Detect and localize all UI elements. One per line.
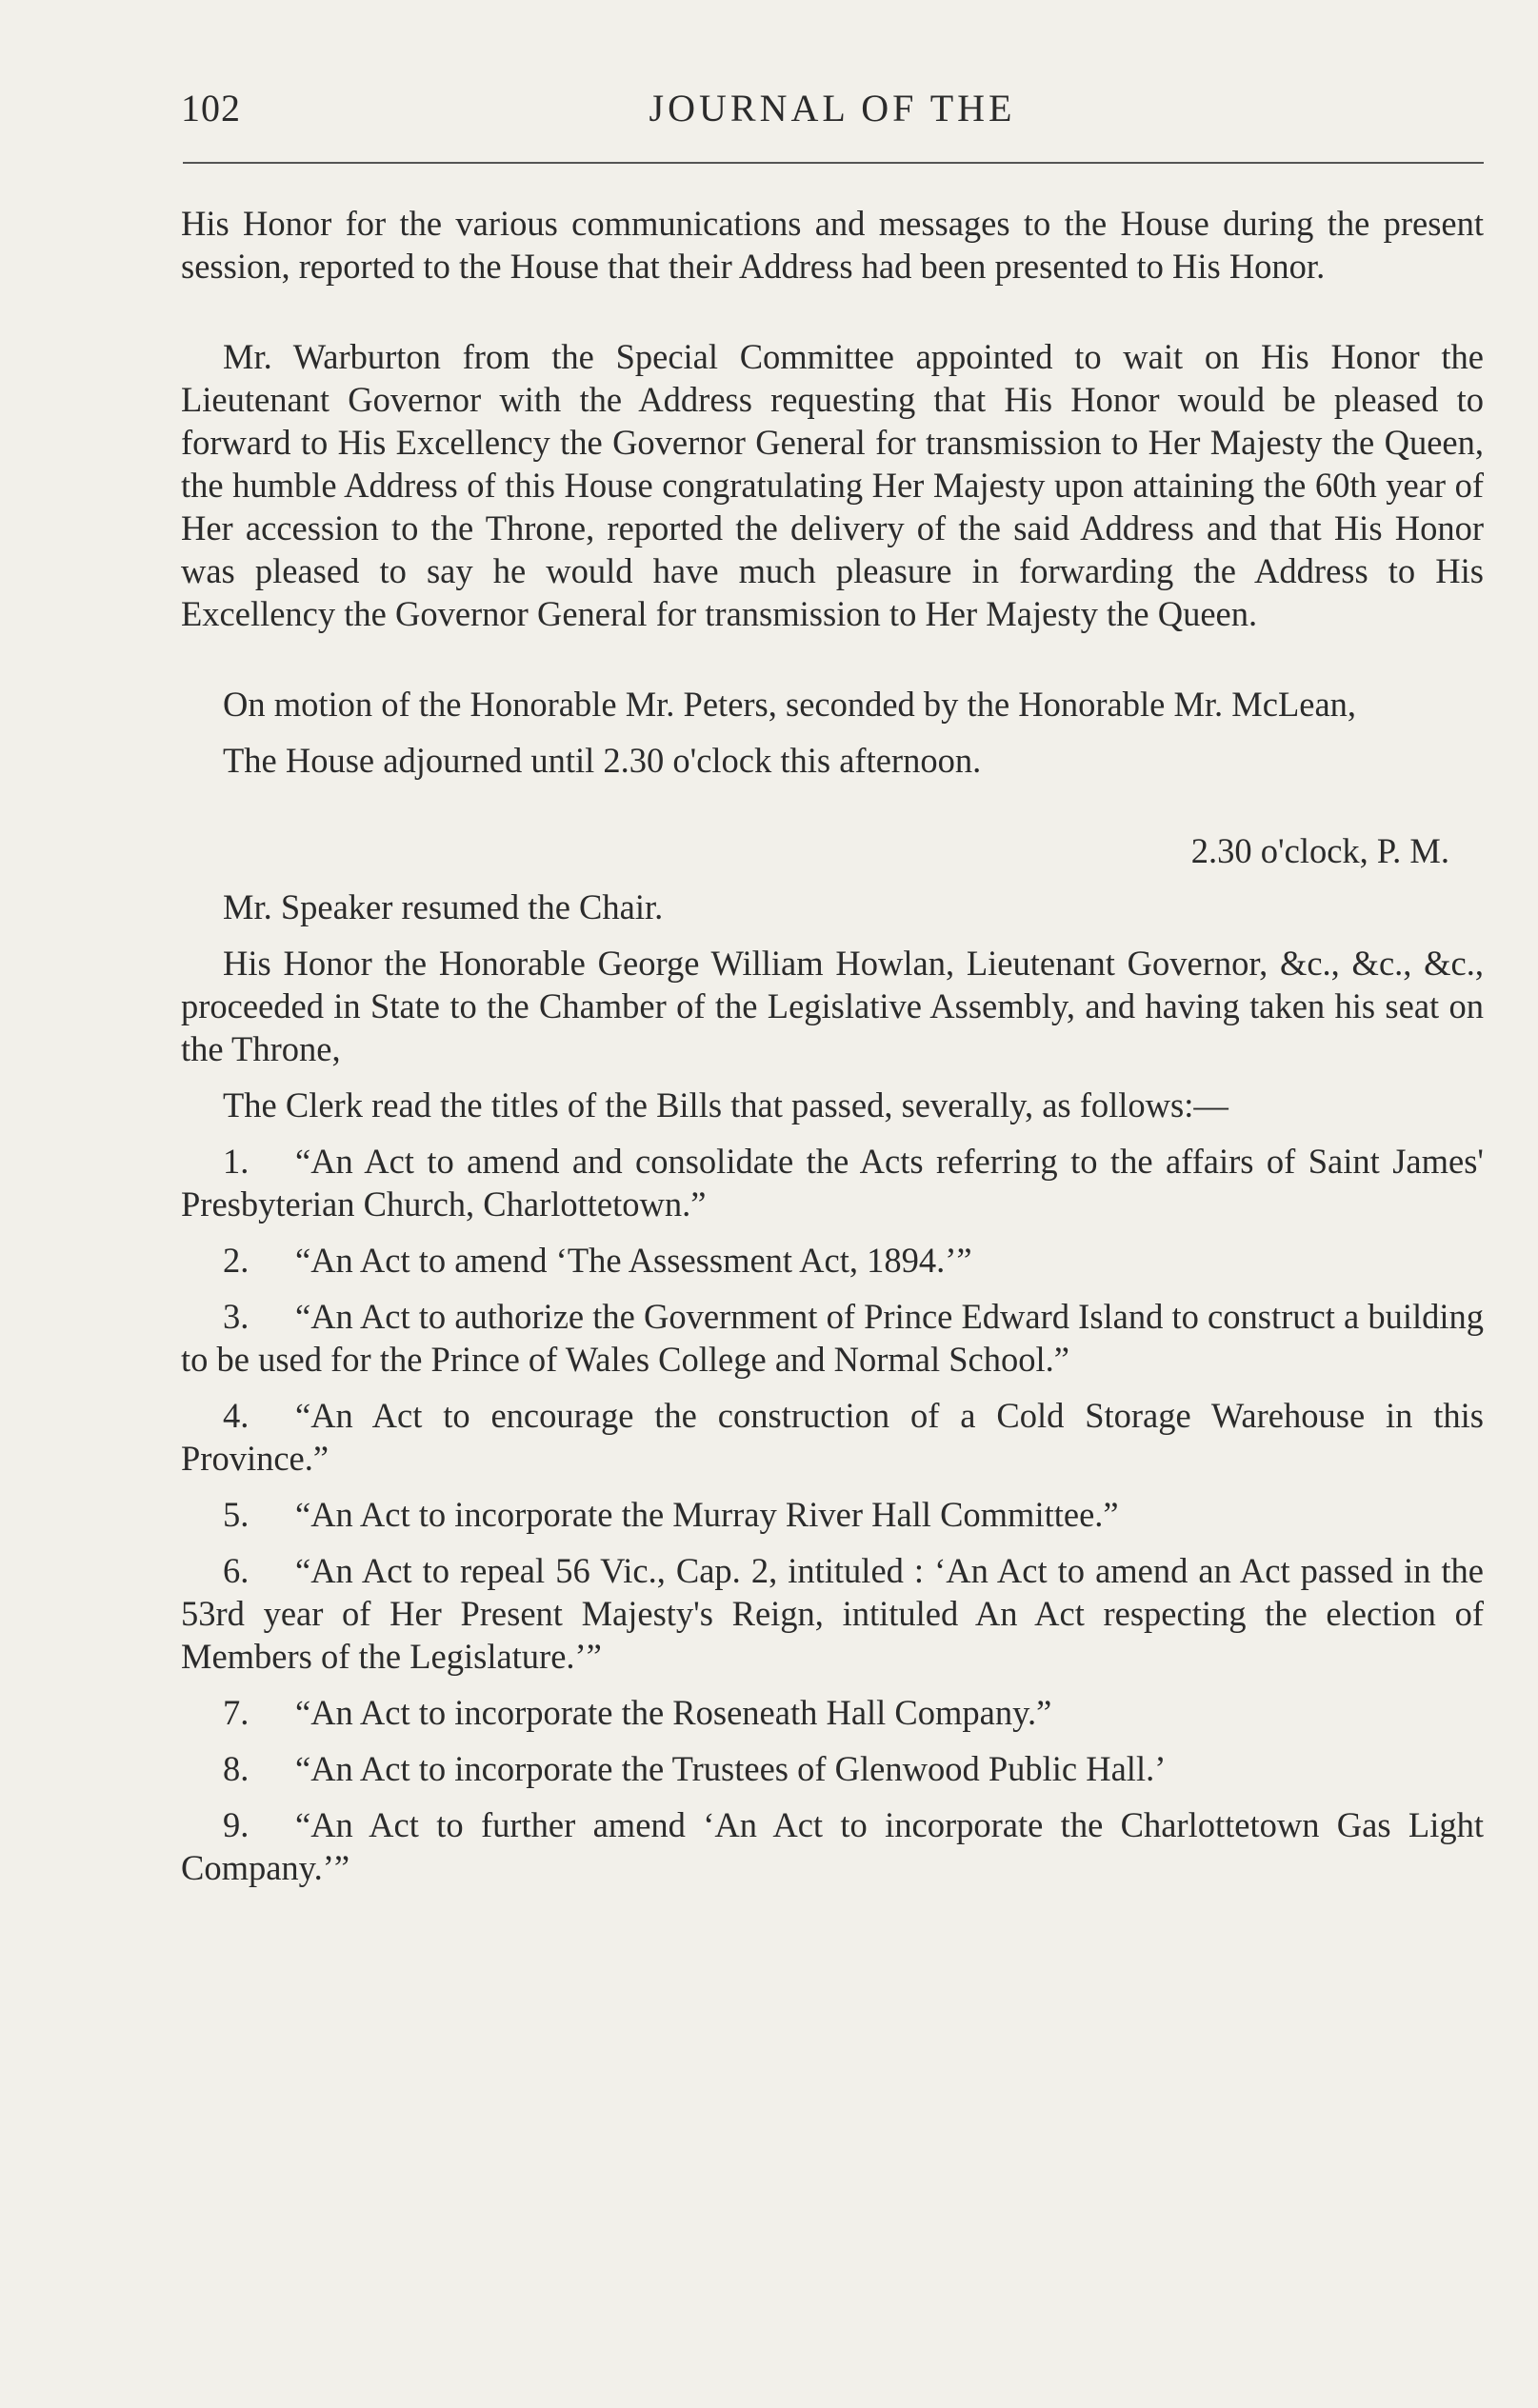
paragraph-speaker-resumed: Mr. Speaker resumed the Chair. (223, 887, 664, 926)
bill-number: 4. (223, 1396, 250, 1435)
list-item (181, 1691, 1484, 1734)
bill-title: “An Act to incorporate the Trustees of Glenwood Public Hall.’ (295, 1749, 1167, 1788)
paragraph-warburton-report: Mr. Warburton from the Special Committee appointed to wait on His Honor the Lieutenant Governor with the Address requesting that His Honor would be pleased to forward to His Excellency the Governor General for transmission to Her Majesty the Queen, the humble Address of this House congratulating Her Majesty upon attaining the 60th year of Her accession to the Throne, reported the delivery of the said Address and that His Honor was pleased to say he would have much pleasure in forwarding the Address to His Excellency the Governor General for transmission to Her Majesty the Queen. (181, 337, 1484, 633)
bill-title: “An Act to incorporate the Roseneath Hall Company.” (295, 1693, 1052, 1732)
list-item (181, 1493, 1484, 1536)
bill-number: 1. (223, 1142, 250, 1181)
bill-number: 3. (223, 1297, 250, 1336)
bill-title: “An Act to encourage the construction of a Cold Storage Warehouse in this Province.” (181, 1396, 1484, 1478)
paragraph-lieutenant-governor: His Honor the Honorable George William Howlan, Lieutenant Governor, &c., &c., &c., proceeded in State to the Chamber of the Legislative Assembly, and having taken his seat on the Throne, (181, 944, 1484, 1068)
bill-title: “An Act to amend and consolidate the Acts referring to the affairs of Saint James' Presbyterian Church, Charlottetown.” (181, 1142, 1484, 1224)
list-item (181, 1140, 1484, 1225)
bill-title: “An Act to repeal 56 Vic., Cap. 2, intituled : ‘An Act to amend an Act passed in the 53rd year of Her Present Majesty's Reign, intituled An Act respecting the election of Members of the Legislature.’” (181, 1551, 1484, 1676)
sitting-time: 2.30 o'clock, P. M. (1190, 831, 1449, 870)
list-item (181, 1394, 1484, 1480)
paragraph-continuation: His Honor for the various communications and messages to the House during the present session, reported to the House that their Address had been presented to His Honor. (181, 204, 1484, 286)
journal-body (181, 202, 1484, 1889)
running-title: JOURNAL OF THE (649, 87, 1016, 129)
bill-number: 7. (223, 1693, 250, 1732)
header-rule (183, 162, 1484, 164)
bill-title: “An Act to incorporate the Murray River Hall Committee.” (295, 1495, 1119, 1534)
bills-list (181, 1126, 1484, 1889)
bill-number: 9. (223, 1805, 250, 1844)
bill-number: 5. (223, 1495, 250, 1534)
page-number: 102 (181, 87, 241, 129)
paragraph-motion: On motion of the Honorable Mr. Peters, seconded by the Honorable Mr. McLean, (223, 685, 1357, 724)
paragraph-clerk-read: The Clerk read the titles of the Bills that passed, severally, as follows:— (223, 1085, 1228, 1124)
list-item (181, 1549, 1484, 1678)
bill-number: 8. (223, 1749, 250, 1788)
bill-title: “An Act to authorize the Government of Prince Edward Island to construct a building to be used for the Prince of Wales College and Normal School.” (181, 1297, 1484, 1379)
paragraph-adjournment: The House adjourned until 2.30 o'clock this afternoon. (223, 741, 982, 780)
list-item (181, 1747, 1484, 1790)
bill-number: 6. (223, 1551, 250, 1590)
bill-title: “An Act to amend ‘The Assessment Act, 1894.’” (295, 1241, 972, 1280)
list-item (181, 1239, 1484, 1282)
list-item (181, 1803, 1484, 1889)
page-header (181, 78, 1484, 135)
bill-title: “An Act to further amend ‘An Act to incorporate the Charlottetown Gas Light Company.’” (181, 1805, 1484, 1887)
list-item (181, 1295, 1484, 1381)
bill-number: 2. (223, 1241, 250, 1280)
